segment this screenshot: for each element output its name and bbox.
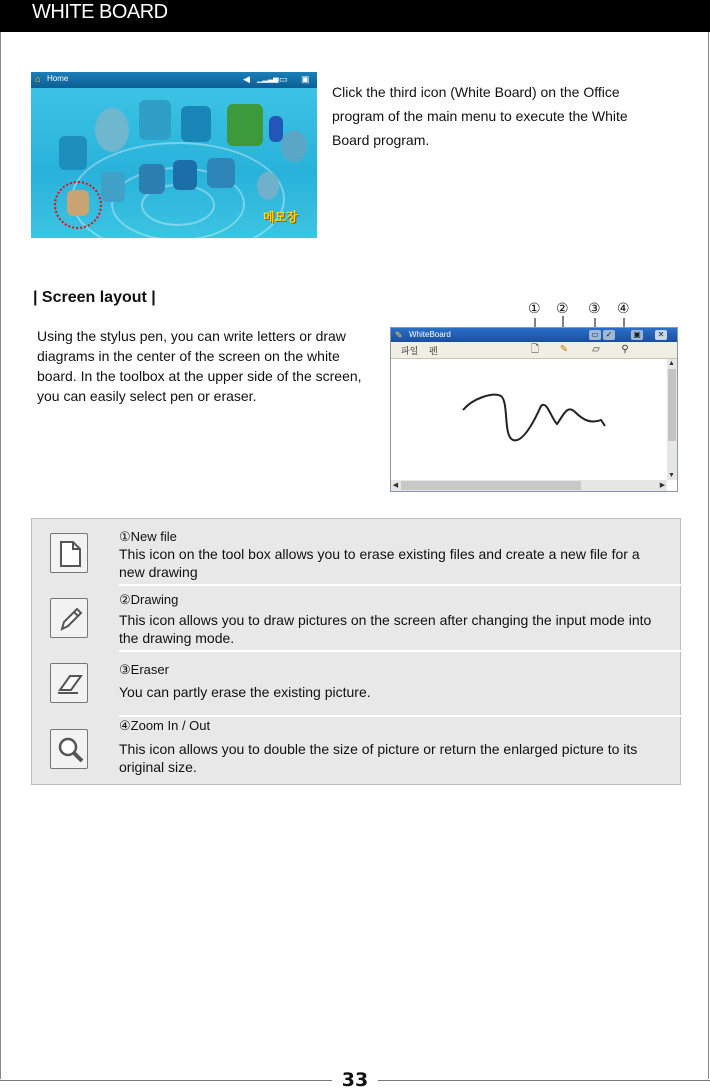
new-file-icon[interactable]: 🗋 [530,344,540,355]
legend-title: ②Drawing [119,592,179,607]
magnifier-icon [50,729,88,769]
memo-label: 메모장 [263,210,298,224]
page-header-title: WHITE BOARD [32,1,168,23]
vertical-scrollbar[interactable] [667,359,677,480]
whiteboard-screenshot [390,327,678,492]
close-icon[interactable]: ✕ [655,330,667,340]
layout-description: Using the stylus pen, you can write letters or draw diagrams in the center of the screen on the white board. In the toolbox at the upper side of the screen, you can easily select pen or eraser. [37,328,362,404]
section-heading: | Screen layout | [33,289,156,306]
callout-2: ② [556,300,569,316]
whiteboard-menu-bar [391,342,677,359]
horizontal-scroll-thumb[interactable] [401,481,581,490]
horizontal-scrollbar[interactable] [391,480,667,491]
intro-paragraph: Click the third icon (White Board) on the Office program of the main menu to execute the White Board program. [332,84,628,148]
scroll-right-arrow-icon[interactable]: ▶ [659,482,666,489]
battery-icon: ▭ [279,74,288,84]
pen-icon: ✎ [395,330,403,340]
volume-bars-icon: ▁▂▃▅ [257,76,279,83]
callout-3: ③ [588,300,601,316]
magnifier-icon[interactable]: ⚲ [621,344,629,355]
legend-text: This icon allows you to double the size of picture or return the enlarged picture to its original size. [119,741,638,775]
menu-pen[interactable]: 펜 [429,346,438,356]
divider [119,584,698,586]
callout-4: ④ [617,300,630,316]
legend-text: You can partly erase the existing picture. [119,684,371,700]
legend-text: This icon on the tool box allows you to erase existing files and create a new file for a new drawing [119,546,640,580]
pencil-icon [50,598,88,638]
icon-legend-box [31,518,681,785]
house-icon: ⌂ [35,74,41,84]
vertical-scroll-thumb[interactable] [668,369,676,441]
scroll-down-arrow-icon[interactable]: ▼ [668,472,675,479]
pencil-icon[interactable]: ✎ [559,344,569,355]
page-number: 33 [332,1070,378,1091]
handwriting-stroke [391,358,667,481]
eraser-icon [50,663,88,703]
menu-file[interactable]: 파일 [401,346,419,356]
window-button[interactable]: ▣ [631,330,643,340]
legend-title: ④Zoom In / Out [119,718,211,733]
home-screen-title: Home [47,74,69,83]
ok-button[interactable]: ✓ [603,330,615,340]
legend-text: This icon allows you to draw pictures on the screen after changing the input mode into the drawing mode. [119,612,652,646]
divider [119,650,698,652]
whiteboard-title-bar [391,328,677,342]
whiteboard-title: WhiteBoard [409,330,451,339]
keyboard-icon[interactable]: ▭ [589,330,601,340]
legend-title: ③Eraser [119,662,169,677]
scroll-left-arrow-icon[interactable]: ◀ [392,482,399,489]
eraser-icon[interactable]: ▱ [592,344,600,355]
scroll-up-arrow-icon[interactable]: ▲ [668,360,675,367]
divider [119,715,698,717]
legend-title: ①New file [119,529,177,544]
callout-1: ① [528,300,541,316]
window-icon: ▣ [301,74,310,84]
callout-leader-lines [0,0,710,360]
new-file-icon [50,533,88,573]
speaker-icon: ◀ [243,74,250,84]
